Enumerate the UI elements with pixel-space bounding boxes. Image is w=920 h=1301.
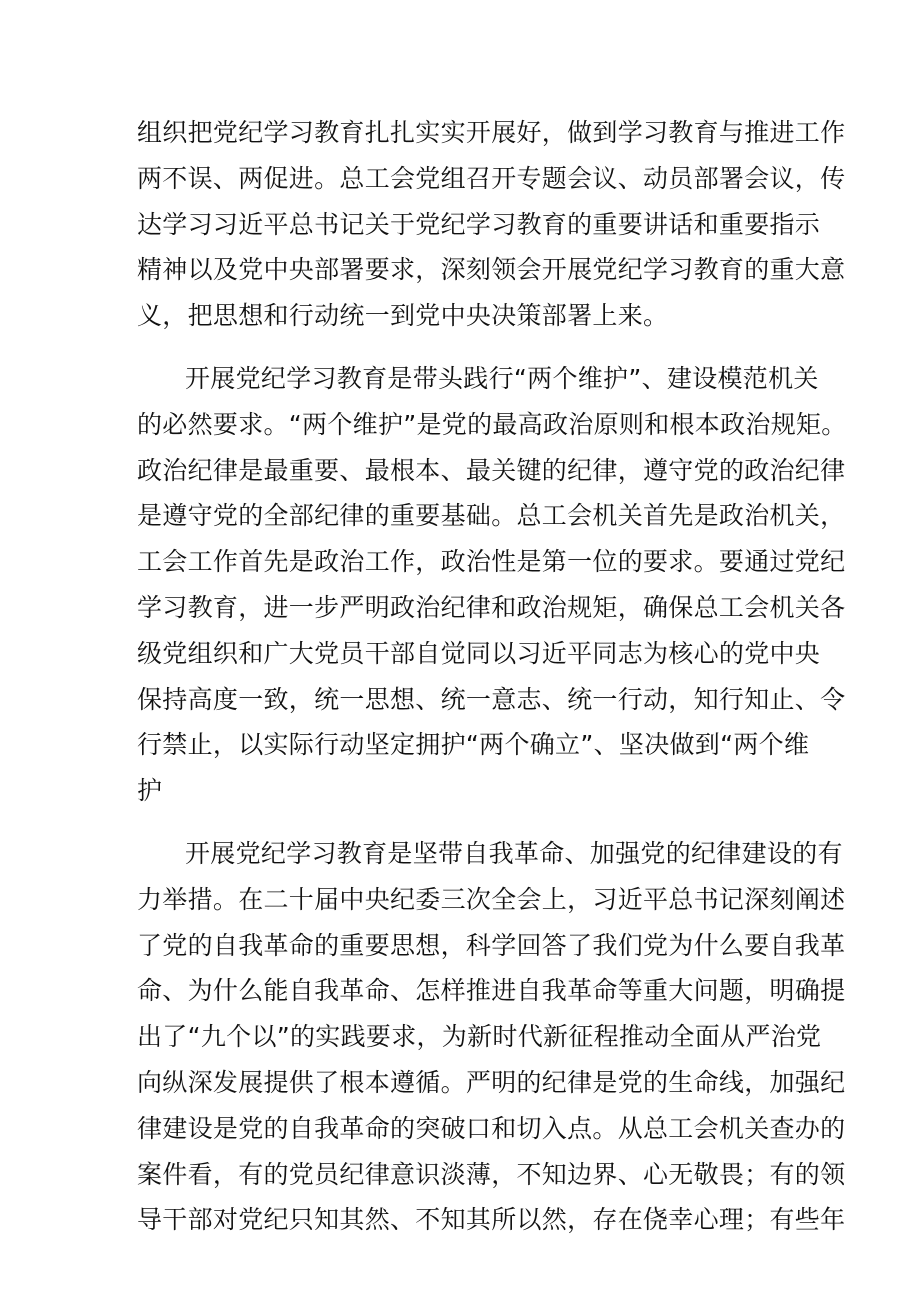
paragraph-spacing: [137, 339, 797, 356]
body-text: [137, 110, 847, 1243]
text-line: 行禁止，以实际行动坚定拥护“两个确立”、坚决做到“两个维: [137, 730, 810, 760]
paragraph-3: [137, 831, 846, 1243]
text-line: 护: [137, 776, 163, 806]
text-line: 向纵深发展提供了根本遵循。严明的纪律是党的生命线，加强纪: [137, 1067, 846, 1097]
paragraph-2: [137, 356, 847, 814]
paragraph-spacing: [137, 814, 797, 831]
paragraph-1: [137, 110, 846, 339]
text-line: 组织把党纪学习教育扎扎实实开展好，做到学习教育与推进工作: [137, 118, 846, 147]
text-line: 出了“九个以”的实践要求，为新时代新征程推动全面从严治党: [137, 1022, 822, 1052]
text-line: 是遵守党的全部纪律的重要基础。总工会机关首先是政治机关，: [137, 501, 846, 531]
text-line: 命、为什么能自我革命、怎样推进自我革命等重大问题，明确提: [137, 976, 846, 1006]
text-line: 两不误、两促进。总工会党组召开专题会议、动员部署会议，传: [137, 163, 846, 193]
text-line: 达学习习近平总书记关于党纪学习教育的重要讲话和重要指示: [137, 209, 821, 239]
text-line: 律建设是党的自我革命的突破口和切入点。从总工会机关查办的: [137, 1113, 846, 1143]
text-line: 学习教育，进一步严明政治纪律和政治规矩，确保总工会机关各: [137, 592, 846, 622]
text-line: 力举措。在二十届中央纪委三次全会上，习近平总书记深刻阐述: [137, 884, 846, 914]
text-line: 精神以及党中央部署要求，深刻领会开展党纪学习教育的重大意: [137, 255, 846, 285]
text-line: 保持高度一致，统一思想、统一意志、统一行动，知行知止、令: [137, 684, 846, 714]
text-line: 级党组织和广大党员干部自觉同以习近平同志为核心的党中央: [137, 638, 821, 668]
text-line: 工会工作首先是政治工作，政治性是第一位的要求。要通过党纪: [137, 547, 846, 577]
text-line: 导干部对党纪只知其然、不知其所以然，存在侥幸心理；有些年: [137, 1205, 846, 1235]
text-line: 的必然要求。“两个维护”是党的最高政治原则和根本政治规矩。: [137, 409, 847, 439]
text-line: 开展党纪学习教育是坚带自我革命、加强党的纪律建设的有: [185, 838, 843, 868]
text-line: 义，把思想和行动统一到党中央决策部署上来。: [137, 301, 669, 331]
text-line: 了党的自我革命的重要思想，科学回答了我们党为什么要自我革: [137, 930, 846, 960]
text-line: 开展党纪学习教育是带头践行“两个维护”、建设模范机关: [185, 363, 819, 393]
text-line: 政治纪律是最重要、最根本、最关键的纪律，遵守党的政治纪律: [137, 455, 846, 485]
text-line: 案件看，有的党员纪律意识淡薄，不知边界、心无敬畏；有的领: [137, 1159, 846, 1189]
